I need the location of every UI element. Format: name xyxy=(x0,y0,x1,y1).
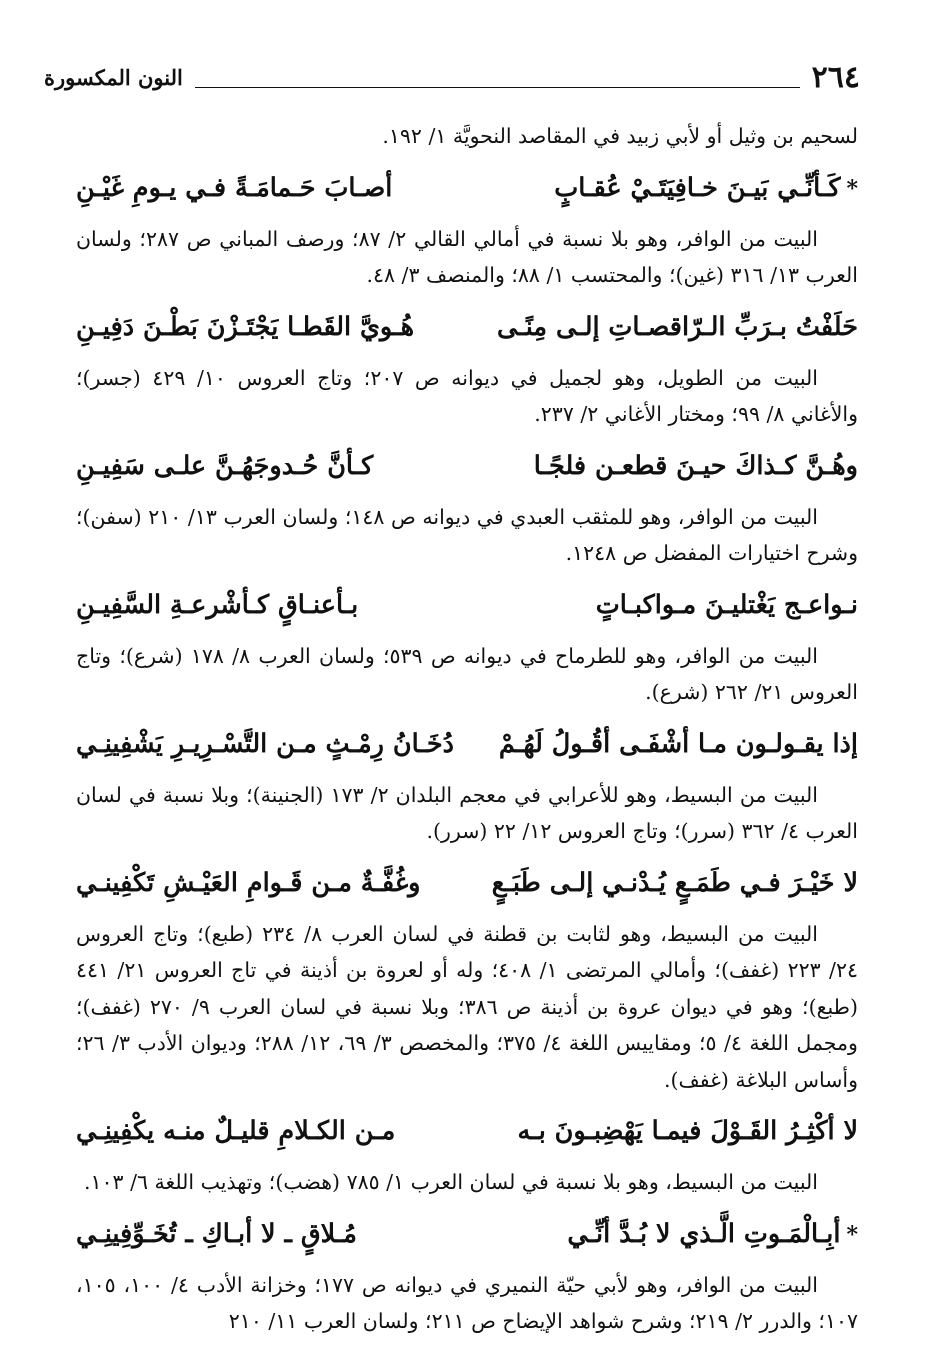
hemistich-text: كَـأنِّـي بَيـنَ خـافِيَتَـيْ عُقـابٍ xyxy=(554,172,841,203)
source-note: البيت من الوافر، وهو للطرماح في ديوانه ص ٥٣٩؛ ولسان العرب ٨/ ١٧٨ (شرع)؛ وتاج العروس ٢١/ ٢٦٢ (شرع). xyxy=(76,643,858,704)
verse-entry xyxy=(76,850,858,1099)
second-hemistich: دُخَـانُ رِمْـثٍ مـن التَّسْـرِيـرِ يَشْفِينِـي xyxy=(76,728,454,759)
source-note: البيت من البسيط، وهو للأعرابي في معجم البلدان ٢/ ١٧٣ (الجنينة)؛ وبلا نسبة في لسان العرب ٤/ ٣٦٢ (سرر)؛ وتاج العروس ١٢/ ٢٢ (سرر). xyxy=(76,782,858,843)
first-hemistich: حَلَفْتُ بـرَبِّ الـرّاقصـاتِ إلـى مِنًـى xyxy=(497,311,858,342)
second-hemistich: كـأنَّ حُـدوجَهُـنَّ علـى سَفِيـنِ xyxy=(76,450,374,481)
verse-entry xyxy=(76,1098,858,1201)
intro-line: لسحيم بن وثيل أو لأبي زبيد في المقاصد النحويَّة ١/ ١٩٢. xyxy=(382,124,858,148)
second-hemistich: هُـويَّ القَطـا يَجْتَـزْنَ بَطْـنَ دَفِيـنِ xyxy=(76,311,415,342)
verse-entry xyxy=(76,294,858,433)
verse-entry xyxy=(76,572,858,711)
header-rule xyxy=(195,87,800,88)
verse-entry xyxy=(76,433,858,572)
source-note: البيت من الوافر، وهو لأبي حيّة النميري في ديوانه ص ١٧٧؛ وخزانة الأدب ٤/ ١٠٠، ١٠٥، ١٠٧؛ والدرر ٢/ ٢١٩؛ وشرح شواهد الإيضاح ص ٢١١؛ ولسان العرب ١١/ ٢١٠ xyxy=(76,1272,858,1333)
verse-entry xyxy=(76,711,858,850)
first-hemistich xyxy=(554,173,858,203)
verse-entry xyxy=(76,155,858,294)
source-note: البيت من البسيط، وهو بلا نسبة في لسان العرب ١/ ٧٨٥ (هضب)؛ وتهذيب اللغة ٦/ ١٠٣. xyxy=(83,1170,818,1194)
verse-line xyxy=(76,433,858,499)
verse-line xyxy=(76,1201,858,1267)
verse-line xyxy=(76,155,858,221)
source-note: البيت من الوافر، وهو بلا نسبة في أمالي القالي ٢/ ٨٧؛ ورصف المباني ص ٢٨٧؛ ولسان العرب ١٣/ ٣١٦ (غين)؛ والمحتسب ١/ ٨٨؛ والمنصف ٣/ ٤٨. xyxy=(76,226,858,287)
verse-line xyxy=(76,294,858,360)
second-hemistich: بـأعنـاقٍ كـأشْرعـةِ السَّفِيـنِ xyxy=(76,589,359,620)
second-hemistich: أصـابَ حَـمامَـةً فـي يـومِ غَيْـنِ xyxy=(76,172,393,203)
verse-line xyxy=(76,572,858,638)
second-hemistich: مُـلاقٍ ـ لا أبـاكِ ـ تُخَـوِّفِينِـي xyxy=(76,1218,357,1249)
hemistich-text: أبِـالْمَـوتِ الَّـذي لا بُـدَّ أنِّـي xyxy=(567,1218,841,1249)
first-hemistich xyxy=(567,1219,858,1249)
source-note: البيت من البسيط، وهو لثابت بن قطنة في لسان العرب ٨/ ٢٣٤ (طبع)؛ وتاج العروس ٢٤/ ٢٢٣ (غفف)؛ وأمالي المرتضى ١/ ٤٠٨؛ وله أو لعروة بن أذينة في تاج العروس ٢١/ ٤٤١ (طبع)؛ وهو في ديوان عروة بن أذينة ص ٣٨٦؛ وبلا نسبة في لسان العرب ٩/ ٢٧٠ (غفف)؛ ومجمل اللغة ٤/ ٥؛ ومقاييس اللغة ٤/ ٣٧٥؛ والمخصص ٣/ ٦٩، ١٢/ ٢٨٨؛ وديوان الأدب ٣/ ٢٦؛ وأساس البلاغة (غفف). xyxy=(76,921,858,1092)
verse-entry xyxy=(76,1201,858,1340)
page-number: ٢٦٤ xyxy=(811,60,860,95)
verse-line xyxy=(76,850,858,916)
page-header xyxy=(44,54,860,98)
first-hemistich: لا خَيْـرَ فـي طَمَـعٍ يُـدْنـي إلـى طَبَـعٍ xyxy=(491,867,858,898)
second-hemistich: وغُفَّـةٌ مـن قَـوامِ العَيْـشِ تَكْفِينـي xyxy=(76,867,421,898)
source-note: البيت من الوافر، وهو للمثقب العبدي في ديوانه ص ١٤٨؛ ولسان العرب ١٣/ ٢١٠ (سفن)؛ وشرح اختيارات المفضل ص ١٢٤٨. xyxy=(76,504,858,565)
second-hemistich: مـن الكـلامِ قليـلٌ منـه يكْفِينِـي xyxy=(76,1116,396,1146)
page-body xyxy=(76,118,858,1340)
first-hemistich: وهُـنَّ كـذاكَ حيـنَ قطعـن فلجًـا xyxy=(533,450,858,481)
first-hemistich: نـواعـج يَغْتليـنَ مـواكبـاتٍ xyxy=(595,589,858,620)
verse-line xyxy=(76,711,858,777)
asterisk-marker: * xyxy=(846,175,858,202)
first-hemistich: لا أكْثِـرُ القَـوْلَ فيمـا يَهْضِبـونَ بـه xyxy=(517,1116,858,1146)
running-title: النون المكسورة xyxy=(44,65,183,90)
source-note: البيت من الطويل، وهو لجميل في ديوانه ص ٢٠٧؛ وتاج العروس ١٠/ ٤٢٩ (جسر)؛ والأغاني ٨/ ٩٩؛ ومختار الأغاني ٢/ ٢٣٧. xyxy=(76,365,858,426)
first-hemistich: إذا يقـولـون مـا أشْفَـى أقُـولُ لَهُـمْ xyxy=(498,728,858,759)
asterisk-marker: * xyxy=(846,1221,858,1248)
verse-line xyxy=(76,1098,858,1164)
